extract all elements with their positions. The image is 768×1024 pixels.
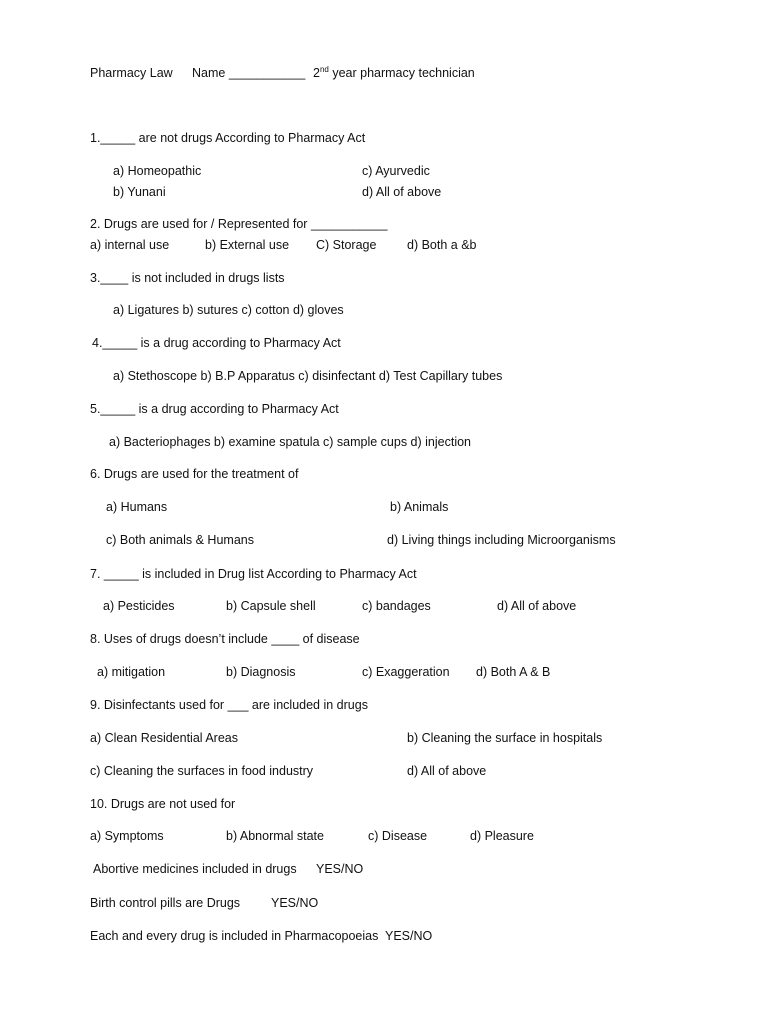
q7-option-a: a) Pesticides: [103, 599, 175, 613]
q6-option-d: d) Living things including Microorganisms: [387, 533, 616, 547]
year-suffix: nd: [319, 64, 329, 74]
question-1: 1._____ are not drugs According to Pharmacy Act: [90, 131, 366, 145]
q8-option-c: c) Exaggeration: [362, 665, 450, 679]
q2-option-d: d) Both a &b: [407, 238, 477, 252]
question-10: 10. Drugs are not used for: [90, 797, 236, 811]
q10-option-a: a) Symptoms: [90, 829, 164, 843]
q2-option-b: b) External use: [205, 238, 290, 252]
statement-2-answer: YES/NO: [271, 896, 319, 910]
page-title: Pharmacy Law: [90, 66, 173, 80]
statement-1: Abortive medicines included in drugs: [93, 862, 297, 876]
q10-option-b: b) Abnormal state: [226, 829, 324, 843]
name-field: Name ___________: [192, 66, 306, 80]
q9-option-c: c) Cleaning the surfaces in food industry: [90, 764, 314, 778]
statement-2: Birth control pills are Drugs: [90, 896, 241, 910]
q1-option-d: d) All of above: [362, 185, 442, 199]
q10-option-d: d) Pleasure: [470, 829, 534, 843]
question-9: 9. Disinfectants used for ___ are included in drugs: [90, 698, 368, 712]
q7-option-c: c) bandages: [362, 599, 431, 613]
q2-option-a: a) internal use: [90, 238, 170, 252]
q9-option-b: b) Cleaning the surface in hospitals: [407, 731, 603, 745]
year-text: year pharmacy technician: [328, 66, 475, 80]
statement-1-answer: YES/NO: [316, 862, 364, 876]
q1-option-c: c) Ayurvedic: [362, 164, 430, 178]
q9-option-d: d) All of above: [407, 764, 487, 778]
question-8: 8. Uses of drugs doesn’t include ____ of disease: [90, 632, 360, 646]
q2-option-c: C) Storage: [316, 238, 377, 252]
q7-option-d: d) All of above: [497, 599, 577, 613]
q6-option-a: a) Humans: [106, 500, 168, 514]
year-label: [313, 65, 475, 81]
year-number: 2: [313, 66, 320, 80]
question-2: 2. Drugs are used for / Represented for ___________: [90, 217, 388, 231]
q8-option-b: b) Diagnosis: [226, 665, 296, 679]
question-7: 7. _____ is included in Drug list According to Pharmacy Act: [90, 567, 417, 581]
q6-option-b: b) Animals: [390, 500, 449, 514]
q5-options: a) Bacteriophages b) examine spatula c) sample cups d) injection: [109, 435, 471, 449]
question-5: 5._____ is a drug according to Pharmacy Act: [90, 402, 339, 416]
q4-options: a) Stethoscope b) B.P Apparatus c) disinfectant d) Test Capillary tubes: [113, 369, 503, 383]
q3-options: a) Ligatures b) sutures c) cotton d) gloves: [113, 303, 344, 317]
q6-option-c: c) Both animals & Humans: [106, 533, 254, 547]
q9-option-a: a) Clean Residential Areas: [90, 731, 238, 745]
question-4: 4._____ is a drug according to Pharmacy Act: [92, 336, 341, 350]
q1-option-b: b) Yunani: [113, 185, 166, 199]
q7-option-b: b) Capsule shell: [226, 599, 316, 613]
question-3: 3.____ is not included in drugs lists: [90, 271, 285, 285]
q8-option-a: a) mitigation: [97, 665, 166, 679]
q10-option-c: c) Disease: [368, 829, 428, 843]
question-6: 6. Drugs are used for the treatment of: [90, 467, 299, 481]
statement-3-answer: YES/NO: [385, 929, 433, 943]
q1-option-a: a) Homeopathic: [113, 164, 202, 178]
q8-option-d: d) Both A & B: [476, 665, 551, 679]
statement-3: Each and every drug is included in Pharmacopoeias: [90, 929, 379, 943]
